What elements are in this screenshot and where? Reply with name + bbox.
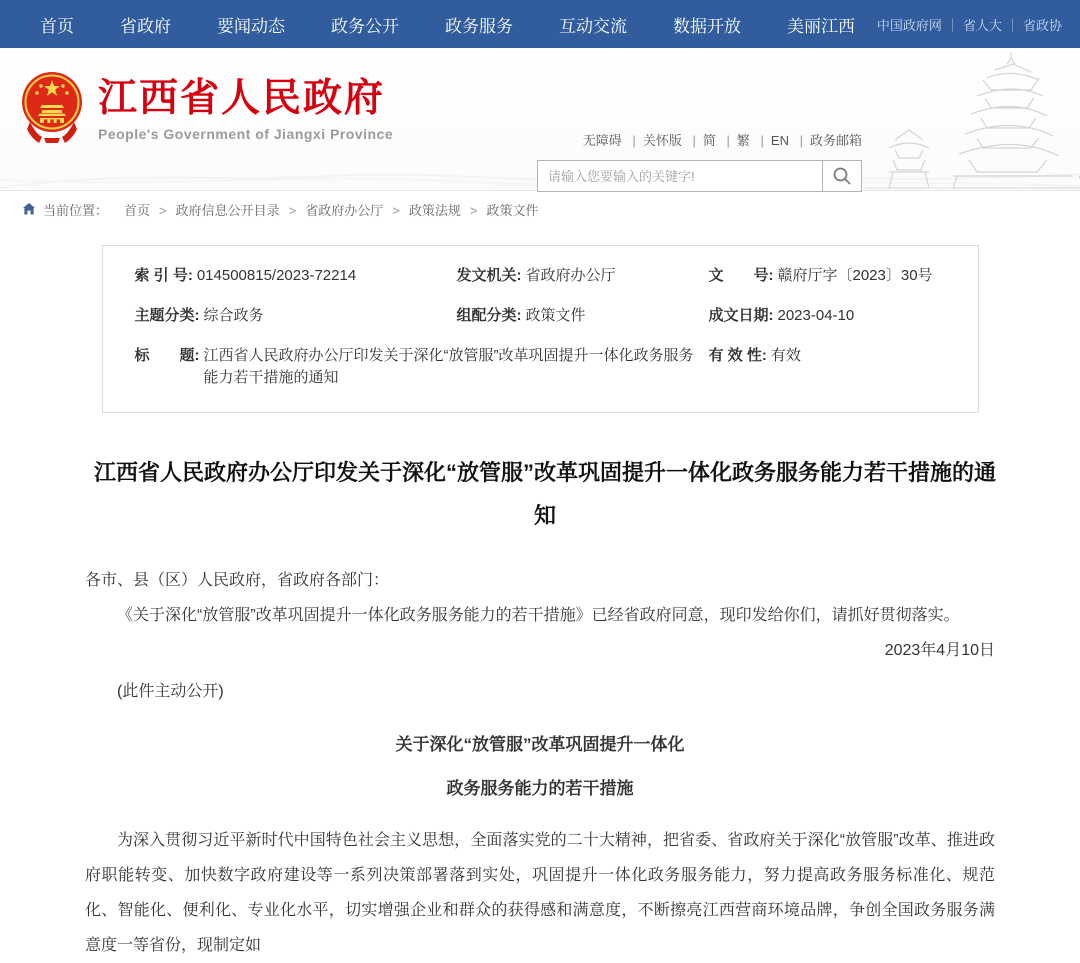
disclosure-note: (此件主动公开) [117,683,224,700]
meta-topic-category: 主题分类: 综合政务 [134,307,264,324]
document-date: 2023年4月10日 [884,642,995,659]
nav-external-links [877,15,1062,34]
link-english[interactable]: | EN [754,133,789,148]
link-accessibility[interactable]: 无障碍 [582,133,622,148]
brand-text [98,70,393,142]
body-paragraph: 为深入贯彻习近平新时代中国特色社会主义思想，全面落实党的二十大精神，把省委、省政府关于深化“放管服”改革、推进政府职能转变、加快数字政府建设等一系列决策部署落到实处，巩固提升一体化政务服务能力，努力提高政务服务标准化、规范化、智能化、便利化、专业化水平，切实增强企业和群众的获得感和满意度，不断擦亮江西营商环境品牌，争创全国政务服务满意度一等省份，现制定如 [85,832,995,954]
document-body [85,563,995,963]
transmittal-paragraph: 《关于深化“放管服”改革巩固提升一体化政务服务能力的若干措施》已经省政府同意，现印发给你们，请抓好贯彻落实。 [117,607,960,624]
site-title: 江西省人民政府 [98,77,386,120]
meta-group-category: 组配分类: 政策文件 [456,307,586,324]
utility-links [537,130,862,149]
breadcrumb-home[interactable]: 首页 [124,202,151,218]
national-emblem-icon [20,70,84,144]
nav-items [40,12,855,37]
link-gov-mailbox[interactable]: | 政务邮箱 [793,133,862,148]
breadcrumb-info-directory[interactable]: > 政府信息公开目录 [150,200,280,219]
site-title-english: People's Government of Jiangxi Province [98,126,394,142]
nav-item-beautiful-jiangxi[interactable]: 美丽江西 [787,16,855,36]
nav-item-open-data[interactable]: 数据开放 [673,16,741,36]
search-input[interactable] [538,161,822,191]
link-senior-version[interactable]: | 关怀版 [625,133,681,148]
nav-item-interaction[interactable]: 互动交流 [559,16,627,36]
top-navigation [0,0,1080,48]
breadcrumb-policy-documents[interactable]: > 政策文件 [461,200,539,219]
main-content [0,245,1080,963]
search-button[interactable] [822,161,861,191]
link-simplified-chinese[interactable]: | 简 [685,133,715,148]
home-icon [22,202,36,216]
measures-subtitle-line2: 政务服务能力的若干措施 [446,779,634,798]
site-header [0,48,1080,190]
meta-validity: 有 效 性: 有效 [708,347,801,364]
nav-item-gov-affairs-open[interactable]: 政务公开 [331,16,399,36]
link-provincial-cppcc[interactable]: ｜ 省政协 [1002,15,1062,34]
nav-item-home[interactable]: 首页 [40,16,74,36]
site-brand[interactable] [20,70,393,144]
meta-issue-date: 成文日期: 2023-04-10 [708,307,855,324]
link-china-gov[interactable]: 中国政府网 [876,17,942,33]
breadcrumb-general-office[interactable]: > 省政府办公厅 [280,200,384,219]
breadcrumb-label: 当前位置： [43,202,109,218]
meta-index-number: 索 引 号: 014500815/2023-72214 [134,267,357,284]
nav-item-gov-services[interactable]: 政务服务 [445,16,513,36]
nav-item-provincial-gov[interactable]: 省政府 [120,16,171,36]
breadcrumb [0,190,1080,227]
breadcrumb-policies[interactable]: > 政策法规 [383,200,461,219]
search-icon [832,166,852,186]
pavilion-sketch [865,48,1080,190]
document-metadata-table [102,245,979,413]
link-provincial-congress[interactable]: ｜ 省人大 [942,15,1002,34]
measures-subtitle-line1: 关于深化“放管服”改革巩固提升一体化 [395,735,685,754]
meta-issuing-organ: 发文机关: 省政府办公厅 [456,267,616,284]
document-title: 江西省人民政府办公厅印发关于深化“放管服”改革巩固提升一体化政务服务能力若干措施的通知 [93,460,996,528]
search-box [537,160,862,192]
nav-item-news[interactable]: 要闻动态 [217,16,285,36]
meta-document-number: 文 号: 赣府厅字〔2023〕30号 [708,267,933,284]
measures-subtitle [85,723,995,811]
salutation: 各市、县（区）人民政府，省政府各部门： [85,572,390,589]
meta-title: 标 题: 江西省人民政府办公厅印发关于深化“放管服”改革巩固提升一体化政务服务能力若干措施的通知 [134,347,694,386]
link-traditional-chinese[interactable]: | 繁 [719,133,749,148]
